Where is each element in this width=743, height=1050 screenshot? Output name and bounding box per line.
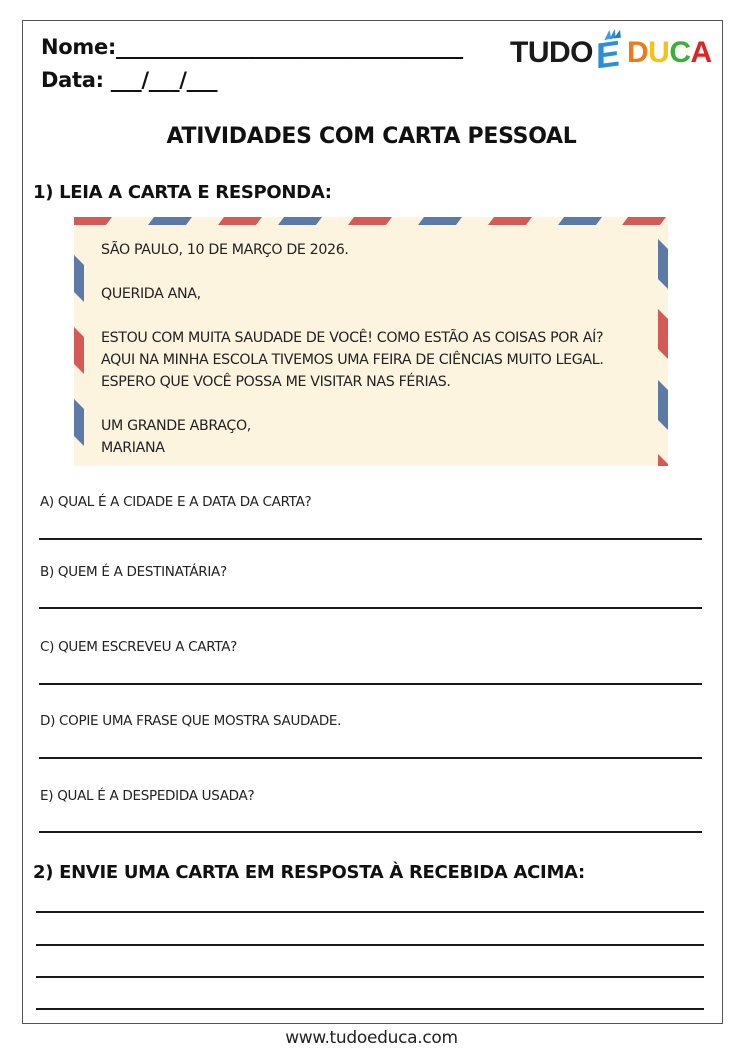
question-e: E) QUAL É A DESPEDIDA USADA?	[40, 788, 255, 804]
answer-line-d[interactable]	[39, 757, 702, 759]
letter-body-line: AQUI NA MINHA ESCOLA TIVEMOS UMA FEIRA DE CIÊNCIAS MUITO LEGAL.	[101, 352, 604, 368]
section-1-heading: 1) LEIA A CARTA E RESPONDA:	[33, 182, 332, 203]
website-footer: www.tudoeduca.com	[285, 1028, 458, 1048]
question-a: A) QUAL É A CIDADE E A DATA DA CARTA?	[40, 494, 312, 510]
airmail-letter	[74, 217, 668, 466]
logo-letter-a: A	[690, 36, 712, 69]
question-c: C) QUEM ESCREVEU A CARTA?	[40, 639, 238, 655]
reply-writing-line-1[interactable]	[36, 911, 704, 913]
letter-signature: MARIANA	[101, 440, 165, 456]
date-field-label[interactable]: Data: ___/___/___	[41, 68, 218, 92]
answer-line-b[interactable]	[39, 607, 702, 609]
letter-body	[101, 239, 604, 459]
name-field-label[interactable]: Nome:__________________________________	[41, 35, 463, 59]
reply-writing-line-4[interactable]	[36, 1008, 704, 1010]
tudoeduca-logo	[510, 28, 720, 78]
book-e-icon: E	[594, 28, 626, 78]
answer-line-a[interactable]	[39, 538, 702, 540]
page-title: ATIVIDADES COM CARTA PESSOAL	[166, 124, 577, 149]
letter-greeting: QUERIDA ANA,	[101, 286, 201, 302]
section-2-heading: 2) ENVIE UMA CARTA EM RESPOSTA À RECEBIDA ACIMA:	[33, 862, 585, 883]
logo-letter-c: C	[669, 36, 691, 69]
letter-body-line: ESTOU COM MUITA SAUDADE DE VOCÊ! COMO ESTÃO AS COISAS POR AÍ?	[101, 330, 604, 346]
answer-line-e[interactable]	[39, 831, 702, 833]
question-d: D) COPIE UMA FRASE QUE MOSTRA SAUDADE.	[40, 713, 342, 729]
question-b: B) QUEM É A DESTINATÁRIA?	[40, 564, 227, 580]
logo-letter-u: U	[648, 36, 670, 69]
letter-place-date: SÃO PAULO, 10 DE MARÇO DE 2026.	[101, 242, 349, 258]
letter-body-line: ESPERO QUE VOCÊ POSSA ME VISITAR NAS FÉRIAS.	[101, 374, 451, 390]
letter-closing: UM GRANDE ABRAÇO,	[101, 418, 251, 434]
logo-letter-d: D	[627, 36, 649, 69]
reply-writing-line-3[interactable]	[36, 976, 704, 978]
logo-text-tudo: TUDO	[510, 36, 593, 69]
answer-line-c[interactable]	[39, 683, 702, 685]
reply-writing-line-2[interactable]	[36, 944, 704, 946]
